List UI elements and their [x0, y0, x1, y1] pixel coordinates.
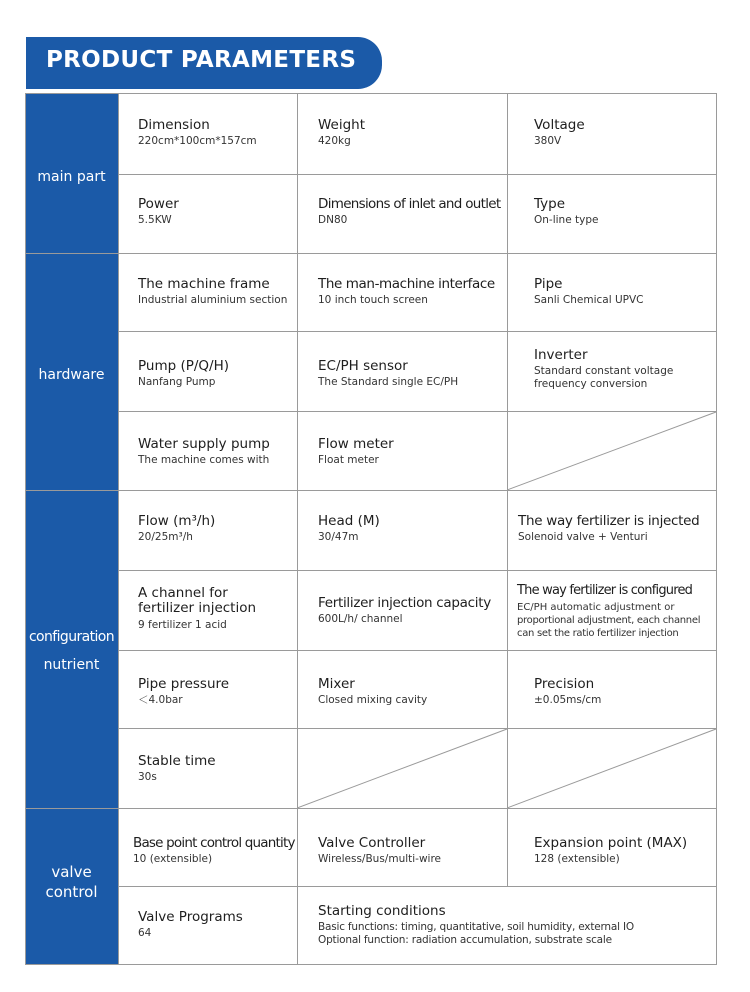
param-label-configured: The way fertilizer is configured — [517, 583, 693, 598]
param-value-configured-line3: can set the ratio fertilizer injection — [517, 628, 679, 639]
empty-cell-diagonal — [507, 728, 717, 809]
row-divider — [118, 650, 717, 651]
param-label-type: Type — [534, 196, 566, 212]
param-label-precision: Precision — [534, 676, 595, 692]
param-label-flow-meter: Flow meter — [318, 436, 394, 452]
row-divider — [118, 886, 717, 887]
param-label-valve-programs: Valve Programs — [138, 909, 243, 925]
param-value-water-pump: The machine comes with — [138, 454, 270, 466]
category-label-line2: control — [45, 883, 98, 901]
param-value-frame: Industrial aluminium section — [138, 294, 288, 306]
param-label-inverter: Inverter — [534, 347, 588, 363]
section-divider — [25, 253, 717, 254]
param-label-pump: Pump (P/Q/H) — [138, 358, 230, 374]
param-label-pipe: Pipe — [534, 276, 563, 292]
param-label-stable-time: Stable time — [138, 753, 216, 769]
param-label-frame: The machine frame — [138, 276, 270, 292]
param-label-ecph-sensor: EC/PH sensor — [318, 358, 408, 374]
param-value-injected: Solenoid valve + Venturi — [518, 531, 648, 543]
param-label-mixer: Mixer — [318, 676, 355, 692]
param-label-power: Power — [138, 196, 179, 212]
column-divider — [297, 93, 298, 965]
table-border-top — [25, 93, 717, 94]
category-nutrient — [25, 491, 118, 809]
param-value-precision: ±0.05ms/cm — [534, 694, 602, 706]
table-border-bottom — [25, 964, 717, 965]
param-value-expansion: 128 (extensible) — [534, 853, 620, 865]
param-value-base-point: 10 (extensible) — [133, 853, 213, 865]
param-value-configured-line1: EC/PH automatic adjustment or — [517, 602, 675, 613]
param-label-capacity: Fertilizer injection capacity — [318, 595, 491, 611]
category-label: main part — [37, 169, 106, 185]
category-valve-control — [25, 809, 118, 965]
param-value-mixer: Closed mixing cavity — [318, 694, 428, 706]
param-value-inlet-outlet: DN80 — [318, 214, 348, 226]
row-divider — [118, 570, 717, 571]
param-label-inlet-outlet: Dimensions of inlet and outlet — [318, 196, 501, 212]
param-label-channel-line2: fertilizer injection — [138, 600, 257, 616]
param-value-flow: 20/25m³/h — [138, 531, 193, 543]
param-value-hmi: 10 inch touch screen — [318, 294, 428, 306]
param-label-weight: Weight — [318, 117, 366, 133]
param-value-starting-line1: Basic functions: timing, quantitative, soil humidity, external IO — [318, 921, 634, 933]
param-value-valve-programs: 64 — [138, 927, 152, 939]
page-title: PRODUCT PARAMETERS — [46, 47, 357, 73]
param-label-expansion: Expansion point (MAX) — [534, 835, 688, 851]
table-border-left — [25, 93, 26, 965]
param-value-valve-controller: Wireless/Bus/multi-wire — [318, 853, 442, 865]
empty-cell-diagonal — [507, 411, 717, 491]
param-label-head: Head (M) — [318, 513, 380, 529]
param-value-dimension: 220cm*100cm*157cm — [138, 135, 257, 147]
param-label-water-pump: Water supply pump — [138, 436, 270, 452]
param-value-power: 5.5KW — [138, 214, 172, 226]
param-label-hmi: The man-machine interface — [318, 276, 495, 292]
table-border-right — [716, 93, 717, 965]
param-value-pipe-pressure: ＜4.0bar — [138, 694, 183, 706]
category-label: hardware — [38, 367, 105, 383]
column-divider — [118, 93, 119, 965]
param-label-base-point: Base point control quantity — [133, 835, 295, 851]
param-value-pipe: Sanli Chemical UPVC — [534, 294, 644, 306]
param-value-voltage: 380V — [534, 135, 562, 147]
param-value-starting-line2: Optional function: radiation accumulation, substrate scale — [318, 934, 612, 946]
empty-cell-diagonal — [297, 728, 508, 809]
param-label-pipe-pressure: Pipe pressure — [138, 676, 230, 692]
param-label-injected: The way fertilizer is injected — [518, 513, 700, 529]
category-label-line1: valve — [51, 863, 92, 881]
param-value-type: On-line type — [534, 214, 599, 226]
param-value-inverter-line1: Standard constant voltage — [534, 365, 674, 377]
param-value-channel: 9 fertilizer 1 acid — [138, 619, 227, 631]
param-value-capacity: 600L/h/ channel — [318, 613, 403, 625]
param-label-valve-controller: Valve Controller — [318, 835, 426, 851]
param-value-flow-meter: Float meter — [318, 454, 379, 466]
param-value-head: 30/47m — [318, 531, 359, 543]
param-value-ecph-sensor: The Standard single EC/PH — [318, 376, 459, 388]
param-label-channel-line1: A channel for — [138, 585, 228, 601]
param-value-pump: Nanfang Pump — [138, 376, 216, 388]
param-value-stable-time: 30s — [138, 771, 157, 783]
param-label-flow: Flow (m³/h) — [138, 513, 216, 529]
param-value-weight: 420kg — [318, 135, 351, 147]
row-divider — [118, 174, 717, 175]
param-label-dimension: Dimension — [138, 117, 210, 133]
category-main-part — [25, 94, 118, 253]
category-hardware — [25, 253, 118, 491]
param-value-configured-line2: proportional adjustment, each channel — [517, 615, 701, 626]
param-label-starting: Starting conditions — [318, 903, 446, 919]
category-label-line1: configuration — [28, 629, 115, 645]
param-label-voltage: Voltage — [534, 117, 585, 133]
param-value-inverter-line2: frequency conversion — [534, 378, 648, 390]
row-divider — [118, 331, 717, 332]
category-label-line2: nutrient — [43, 657, 100, 673]
